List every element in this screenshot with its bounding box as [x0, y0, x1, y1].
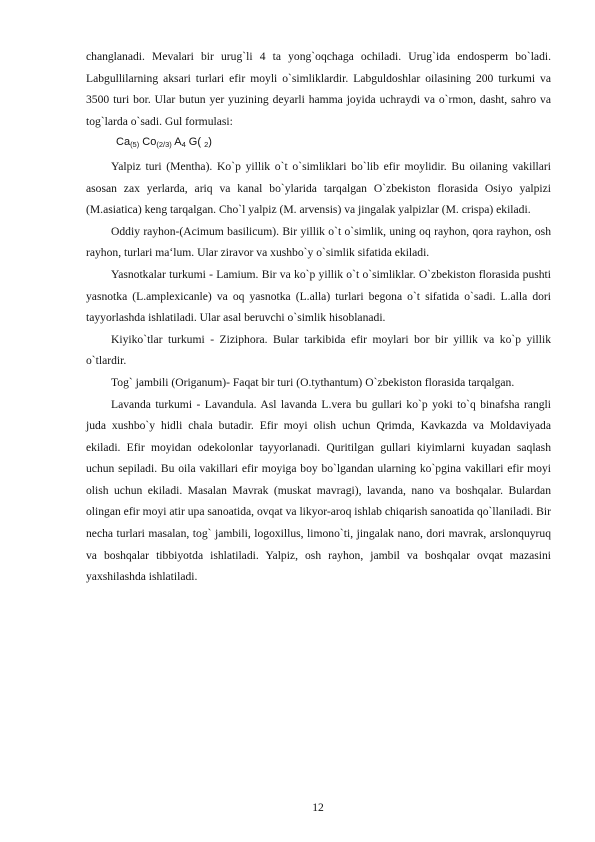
- formula-ca-sub: (5): [130, 140, 140, 150]
- paragraph-lamium: Yasnotkalar turkumi - Lamium. Bir va ko`p yillik o`t o`simliklar. O`zbekiston florasida pushti yasnotka (L.amplexicanle) va oq yasnotka (L.alla) turlari begona o`t sifatida o`sadi. L.alla dori tayyorlashda ishlatiladi. Ular asal beruvchi o`simlik hisoblanadi.: [86, 267, 551, 325]
- flower-formula: [86, 132, 551, 156]
- paragraph-lavandula: Lavanda turkumi - Lavandula. Asl lavanda L.vera bu gullari ko`p yoki to`q binafsha rangli juda xushbo`y hidli chala butadir. Efir moyi olish uchun Qrimda, Kavkazda va Moldaviyada ekiladi. Efir moyidan odekolonlar tayyorlanadi. Quritilgan gullari kiyimlarni kuyadan saqlash uchun sepiladi. Bu oila vakillari efir moyiga boy bo`lgandan ularning ko`pgina vakillari efir moyi olish uchun ekiladi. Masalan Mavrak (muskat mavragi), lavanda, nano va boshqalar. Bulardan olingan efir moyi atir upa sanoatida, ovqat va likyor-aroq ishlab chiqarish sanoatida qo`llaniladi. Bir necha turlari masalan, tog` jambili, logoxillus, limono`ti, jingalak nano, dori mavrak, arslonquyruq va boshqalar tibbiyotda ishlatiladi. Yalpiz, osh rayhon, jambil va boshqalar ovqat mazasini yaxshilashda ishlatiladi.: [86, 397, 552, 584]
- paragraph-origanum: Tog` jambili (Origanum)- Faqat bir turi (O.tythantum) O`zbekiston florasida tarqalgan.: [111, 375, 515, 389]
- paragraph-ziziphora: Kiyiko`tlar turkumi - Ziziphora. Bular tarkibida efir moylari bor bir yillik va ko`p yillik o`tlardir.: [86, 332, 551, 368]
- formula-ca: Ca: [116, 136, 131, 149]
- paragraph-intro: changlanadi. Mevalari bir urug`li 4 ta yong`oqchaga ochiladi. Urug`ida endosperm bo`ladi. Labgullilarning aksari turlari efir moyli o`simliklardir. Labguldoshlar oilasining 200 turkumi va 3500 turi bor. Ular butun yer yuzining deyarli hamma joyida uchraydi va o`rmon, dasht, sahro va tog`larda o`sadi. Gul formulasi:: [86, 50, 551, 128]
- document-body: [86, 46, 551, 588]
- formula-g: G(: [185, 136, 205, 149]
- formula-g-sub: 2: [204, 140, 209, 150]
- formula-a-sub: 4: [181, 140, 186, 150]
- formula-a: A: [171, 136, 182, 149]
- paragraph-basil: Oddiy rayhon-(Acimum basilicum). Bir yillik o`t o`simlik, uning oq rayhon, qora rayhon, osh rayhon, turlari ma‘lum. Ular ziravor va xushbo`y o`simlik sifatida ekiladi.: [86, 224, 551, 260]
- formula-co: Co: [139, 136, 157, 149]
- formula-co-sub: (2/3): [156, 140, 172, 150]
- page-number: 12: [312, 801, 324, 814]
- formula-close: ): [208, 136, 212, 149]
- paragraph-mentha: Yalpiz turi (Mentha). Ko`p yillik o`t o`simliklari bo`lib efir moylidir. Bu oilaning vakillari asosan zax yerlarda, ariq va kanal bo`ylarida tarqalgan O`zbekiston florasida Osiyo yalpizi (M.asiatica) keng tarqalgan. Cho`l yalpiz (M. arvensis) va jingalak yalpizlar (M. crispa) ekiladi.: [86, 159, 551, 217]
